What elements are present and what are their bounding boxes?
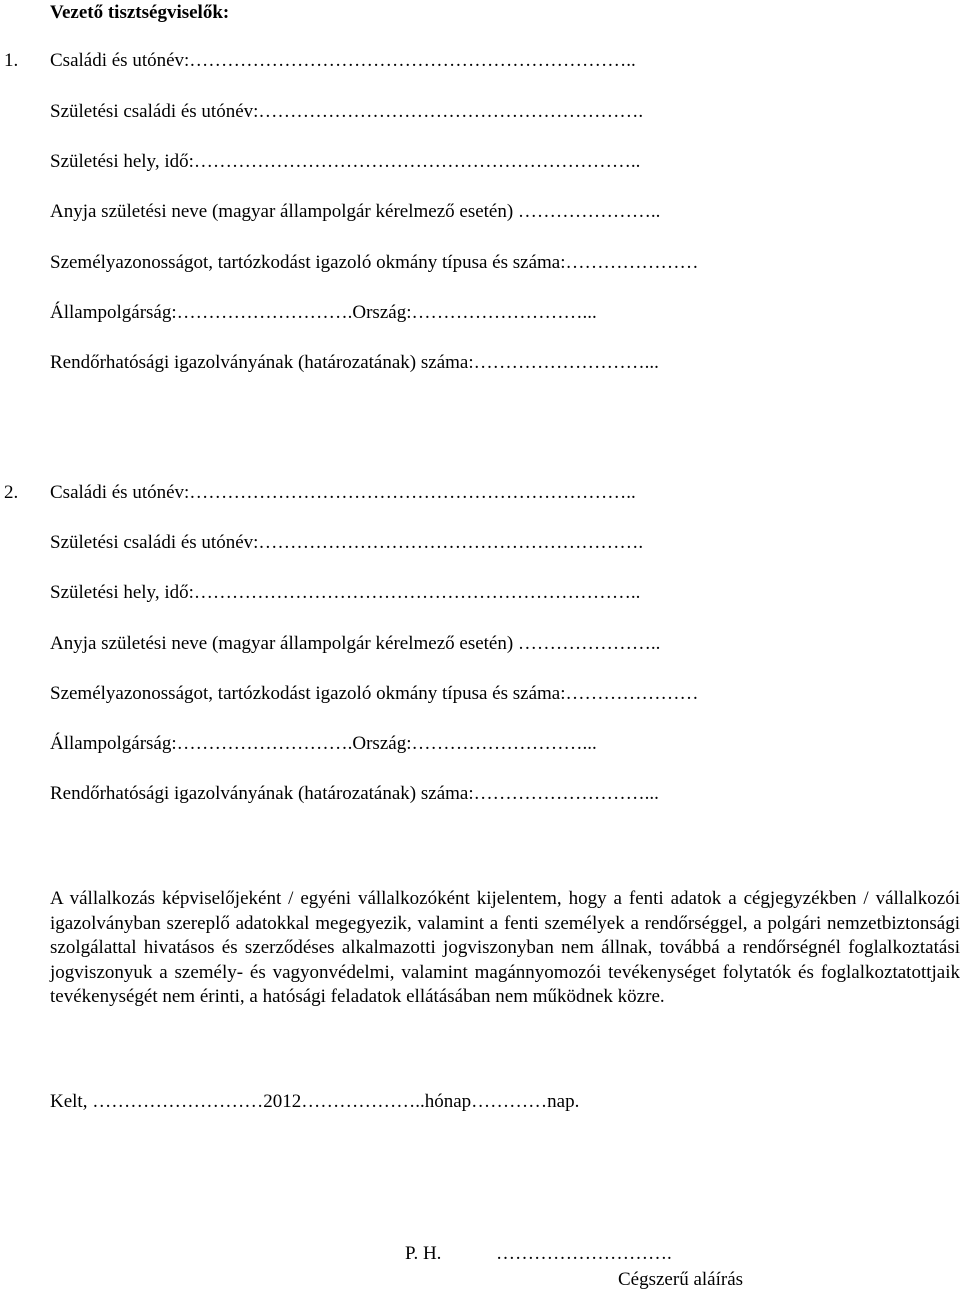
person-number: 2. [4,482,19,503]
birth-place-date-field[interactable]: Születési hely, idő:…………………………………………………………….. [50,582,641,603]
stamp-label: P. H. [405,1243,442,1264]
family-name-field[interactable]: Családi és utónév:…………………………………………………………….. [50,482,636,503]
birth-name-field[interactable]: Születési családi és utónév:……………………………………………………. [50,101,644,122]
birth-place-date-field[interactable]: Születési hely, idő:…………………………………………………………….. [50,151,641,172]
police-id-number-field[interactable]: Rendőrhatósági igazolványának (határozatának) száma:………………………... [50,783,659,804]
citizenship-field[interactable]: Állampolgárság:……………………….Ország:………………………... [50,302,597,323]
family-name-field[interactable]: Családi és utónév:…………………………………………………………….. [50,50,636,71]
police-id-number-field[interactable]: Rendőrhatósági igazolványának (határozatának) száma:………………………... [50,352,659,373]
declaration-paragraph: A vállalkozás képviselőjeként / egyéni vállalkozóként kijelentem, hogy a fenti adatok a cégjegyzékben / vállalkozói igazolványban szereplő adatokkal megegyezik, valamint a fenti személyek a rendőrséggel, a polgári nemzetbiztonsági szolgálattal hivatásos és szerződéses alkalmazotti jogviszonyban nem állnak, továbbá a rendőrségnél foglalkoztatási jogviszonyuk a személy- és vagyonvédelmi, valamint magánnyomozói tevékenységet folytatók és foglalkoztatottjaik tevékenységét nem érinti, a hatósági feladatok ellátásában nem működnek közre. [50,888,960,1007]
person-number: 1. [4,50,19,71]
citizenship-field[interactable]: Állampolgárság:……………………….Ország:………………………... [50,733,597,754]
mother-name-field[interactable]: Anyja születési neve (magyar állampolgár kérelmező esetén) ………………….. [50,633,661,654]
birth-name-field[interactable]: Születési családi és utónév:……………………………………………………. [50,532,644,553]
mother-name-field[interactable]: Anyja születési neve (magyar állampolgár kérelmező esetén) ………………….. [50,201,661,222]
id-document-field[interactable]: Személyazonosságot, tartózkodást igazoló okmány típusa és száma:………………… [50,252,699,273]
signature-line[interactable]: ………………………. [496,1243,672,1264]
date-line[interactable]: Kelt, ………………………2012………………..hónap…………nap. [50,1091,580,1112]
section-heading: Vezető tisztségviselők: [50,2,230,23]
id-document-field[interactable]: Személyazonosságot, tartózkodást igazoló okmány típusa és száma:………………… [50,683,699,704]
signature-label: Cégszerű aláírás [618,1269,744,1290]
